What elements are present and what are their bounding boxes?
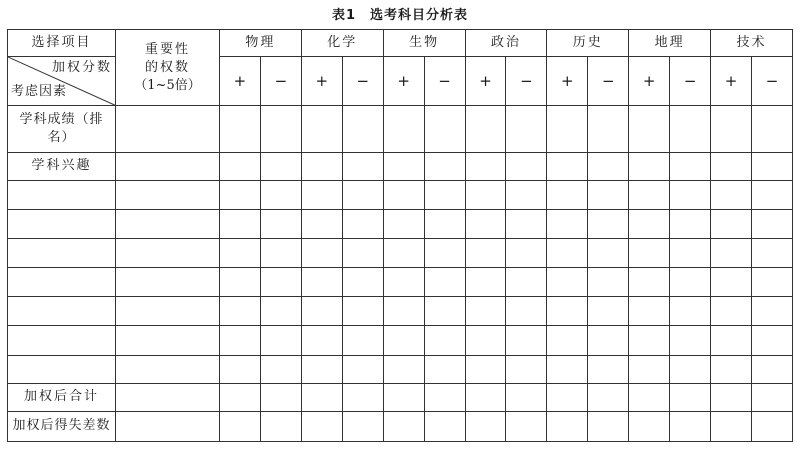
plus-header: +: [629, 57, 670, 106]
table-cell: [629, 326, 670, 355]
table-cell: [383, 152, 424, 180]
table-cell: [260, 326, 301, 355]
table-cell: [8, 180, 116, 209]
table-cell: [116, 152, 220, 180]
table-cell: [301, 106, 342, 152]
table-cell: [506, 152, 547, 180]
table-cell: [751, 326, 792, 355]
subject-header: 历史: [547, 30, 629, 57]
table-cell: [301, 297, 342, 326]
table-cell: [383, 180, 424, 209]
table-cell: [301, 209, 342, 238]
table-cell: [116, 238, 220, 267]
table-cell: [506, 326, 547, 355]
row-label-weighted-diff: 加权后得失差数: [8, 411, 116, 441]
table-cell: [751, 209, 792, 238]
table-cell: [260, 355, 301, 383]
row-label-interest: 学科兴趣: [8, 152, 116, 180]
table-cell: [424, 238, 465, 267]
table-cell: [220, 297, 261, 326]
table-cell: [588, 383, 629, 411]
table-cell: [424, 209, 465, 238]
minus-header: −: [342, 57, 383, 106]
table-cell: [670, 268, 711, 297]
table-cell: [116, 411, 220, 441]
table-cell: [670, 238, 711, 267]
table-cell: [465, 152, 506, 180]
table-cell: [588, 355, 629, 383]
table-cell: [116, 106, 220, 152]
subject-header: 地理: [629, 30, 711, 57]
table-cell: [465, 209, 506, 238]
table-cell: [424, 326, 465, 355]
table-title: 表1 选考科目分析表: [331, 8, 469, 23]
table-cell: [116, 355, 220, 383]
table-cell: [711, 297, 752, 326]
table-cell: [670, 209, 711, 238]
plus-header: +: [711, 57, 752, 106]
table-row: [8, 106, 793, 152]
table-cell: [301, 268, 342, 297]
table-cell: [383, 383, 424, 411]
table-cell: [342, 268, 383, 297]
table-cell: [220, 180, 261, 209]
table-cell: [711, 106, 752, 152]
table-cell: [711, 355, 752, 383]
table-cell: [629, 411, 670, 441]
table-cell: [116, 180, 220, 209]
table-cell: [424, 152, 465, 180]
table-cell: [301, 238, 342, 267]
table-row: [8, 180, 793, 209]
table-cell: [751, 180, 792, 209]
table-cell: [260, 180, 301, 209]
table-cell: [465, 355, 506, 383]
table-cell: [383, 297, 424, 326]
table-cell: [342, 180, 383, 209]
table-cell: [260, 209, 301, 238]
table-cell: [301, 326, 342, 355]
table-cell: [547, 297, 588, 326]
table-cell: [465, 238, 506, 267]
table-cell: [301, 383, 342, 411]
table-cell: [547, 411, 588, 441]
table-cell: [220, 152, 261, 180]
table-cell: [465, 180, 506, 209]
table-cell: [465, 326, 506, 355]
table-cell: [383, 326, 424, 355]
table-row: [8, 238, 793, 267]
table-cell: [424, 268, 465, 297]
table-cell: [301, 355, 342, 383]
table-row: [8, 209, 793, 238]
table-cell: [260, 152, 301, 180]
table-cell: [424, 383, 465, 411]
table-cell: [116, 383, 220, 411]
table-cell: [547, 326, 588, 355]
table-cell: [383, 268, 424, 297]
table-cell: [8, 268, 116, 297]
subject-header: 化学: [301, 30, 383, 57]
table-cell: [751, 297, 792, 326]
table-cell: [220, 411, 261, 441]
table-cell: [342, 152, 383, 180]
plus-header: +: [383, 57, 424, 106]
row-label-weighted-total: 加权后合计: [8, 383, 116, 411]
table-cell: [342, 297, 383, 326]
table-cell: [751, 383, 792, 411]
select-item-header: 选择项目: [8, 30, 116, 57]
table-cell: [260, 411, 301, 441]
table-cell: [383, 209, 424, 238]
table-cell: [670, 355, 711, 383]
table-cell: [670, 106, 711, 152]
table-cell: [670, 180, 711, 209]
table-cell: [547, 152, 588, 180]
table-cell: [342, 383, 383, 411]
subject-header: 技术: [711, 30, 793, 57]
table-cell: [711, 268, 752, 297]
subject-header: 生物: [383, 30, 465, 57]
table-cell: [588, 411, 629, 441]
table-cell: [342, 411, 383, 441]
table-cell: [8, 238, 116, 267]
table-cell: [629, 180, 670, 209]
table-cell: [465, 297, 506, 326]
table-cell: [465, 268, 506, 297]
table-row: [8, 268, 793, 297]
table-cell: [383, 355, 424, 383]
minus-header: −: [751, 57, 792, 106]
table-cell: [260, 297, 301, 326]
table-cell: [383, 238, 424, 267]
diagonal-header-cell: [8, 57, 116, 106]
table-cell: [751, 152, 792, 180]
table-cell: [342, 238, 383, 267]
table-cell: [751, 238, 792, 267]
table-cell: [670, 152, 711, 180]
table-cell: [506, 238, 547, 267]
table-cell: [670, 383, 711, 411]
table-cell: [588, 297, 629, 326]
table-cell: [547, 209, 588, 238]
table-cell: [711, 152, 752, 180]
minus-header: −: [506, 57, 547, 106]
table-cell: [8, 326, 116, 355]
table-cell: [260, 268, 301, 297]
table-cell: [751, 268, 792, 297]
table-cell: [711, 411, 752, 441]
table-cell: [8, 355, 116, 383]
plus-header: +: [465, 57, 506, 106]
weighted-score-label: 加权分数: [51, 60, 112, 76]
table-row: [8, 152, 793, 180]
table-cell: [547, 106, 588, 152]
table-cell: [220, 209, 261, 238]
row-label-grades: 学科成绩（排 名）: [8, 106, 116, 152]
table-cell: [588, 238, 629, 267]
table-cell: [220, 326, 261, 355]
table-cell: [220, 268, 261, 297]
table-cell: [506, 268, 547, 297]
plus-header: +: [547, 57, 588, 106]
table-cell: [751, 355, 792, 383]
table-cell: [506, 106, 547, 152]
table-cell: [301, 152, 342, 180]
table-cell: [751, 106, 792, 152]
table-cell: [629, 152, 670, 180]
minus-header: −: [260, 57, 301, 106]
table-cell: [588, 152, 629, 180]
table-cell: [506, 411, 547, 441]
table-cell: [711, 180, 752, 209]
importance-header: 重要性 的权数 （1~5倍）: [116, 30, 220, 106]
minus-header: −: [588, 57, 629, 106]
table-cell: [342, 326, 383, 355]
table-cell: [220, 355, 261, 383]
table-row: [8, 383, 793, 411]
table-cell: [342, 355, 383, 383]
factors-label: 考虑因素: [11, 84, 68, 100]
minus-header: −: [424, 57, 465, 106]
table-cell: [629, 238, 670, 267]
table-row: [8, 297, 793, 326]
table-cell: [588, 180, 629, 209]
table-cell: [711, 383, 752, 411]
table-cell: [670, 297, 711, 326]
table-cell: [751, 411, 792, 441]
table-cell: [670, 326, 711, 355]
table-cell: [220, 106, 261, 152]
table-row: [8, 355, 793, 383]
table-cell: [711, 326, 752, 355]
table-cell: [424, 297, 465, 326]
table-cell: [506, 180, 547, 209]
table-cell: [547, 268, 588, 297]
table-cell: [301, 180, 342, 209]
table-cell: [116, 209, 220, 238]
table-cell: [424, 180, 465, 209]
table-cell: [220, 383, 261, 411]
table-cell: [465, 383, 506, 411]
table-cell: [547, 180, 588, 209]
table-cell: [670, 411, 711, 441]
table-cell: [506, 383, 547, 411]
table-cell: [8, 209, 116, 238]
table-cell: [116, 268, 220, 297]
table-cell: [424, 411, 465, 441]
subject-header: 物理: [220, 30, 302, 57]
table-cell: [465, 411, 506, 441]
table-cell: [116, 297, 220, 326]
table-cell: [8, 297, 116, 326]
table-cell: [301, 411, 342, 441]
table-cell: [547, 383, 588, 411]
table-cell: [260, 238, 301, 267]
table-cell: [547, 355, 588, 383]
table-cell: [629, 297, 670, 326]
table-cell: [629, 383, 670, 411]
table-cell: [629, 355, 670, 383]
table-cell: [629, 268, 670, 297]
table-cell: [465, 106, 506, 152]
subject-analysis-table: [7, 29, 793, 442]
table-cell: [424, 355, 465, 383]
table-cell: [588, 268, 629, 297]
table-cell: [588, 209, 629, 238]
plus-header: +: [301, 57, 342, 106]
table-cell: [424, 106, 465, 152]
plus-header: +: [220, 57, 261, 106]
table-cell: [342, 209, 383, 238]
table-cell: [342, 106, 383, 152]
table-cell: [260, 383, 301, 411]
table-cell: [506, 209, 547, 238]
table-cell: [506, 355, 547, 383]
table-cell: [629, 106, 670, 152]
table-cell: [116, 326, 220, 355]
table-cell: [220, 238, 261, 267]
table-cell: [711, 238, 752, 267]
table-cell: [383, 106, 424, 152]
table-cell: [547, 238, 588, 267]
minus-header: −: [670, 57, 711, 106]
table-cell: [260, 106, 301, 152]
table-cell: [629, 209, 670, 238]
table-row: [8, 411, 793, 441]
table-cell: [588, 106, 629, 152]
table-row: [8, 326, 793, 355]
table-cell: [588, 326, 629, 355]
subject-header: 政治: [465, 30, 547, 57]
table-cell: [506, 297, 547, 326]
table-cell: [711, 209, 752, 238]
table-cell: [383, 411, 424, 441]
